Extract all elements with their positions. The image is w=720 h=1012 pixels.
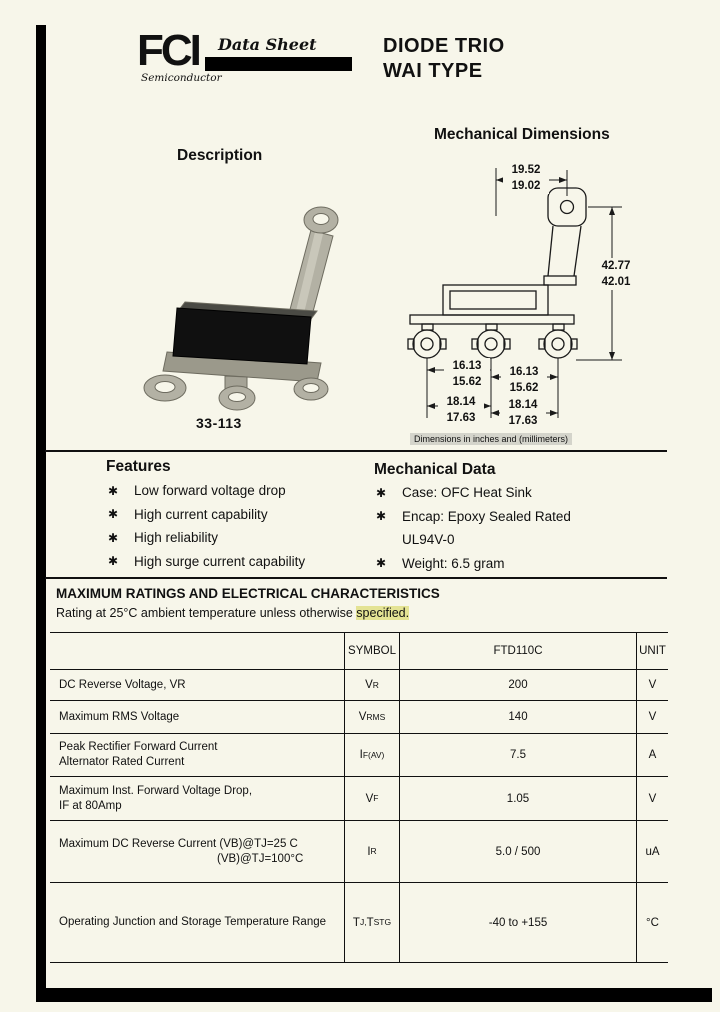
brand-tagline: Semiconductor	[141, 72, 222, 84]
dim-inner-left-max: 16.13	[452, 360, 482, 372]
symbol-base: V	[358, 711, 367, 723]
symbol-sub: F	[373, 793, 379, 804]
dim-right	[592, 258, 640, 290]
features-list	[108, 479, 305, 573]
description-heading: Description	[177, 147, 263, 164]
value-text: 7.5	[510, 749, 526, 761]
feature-text: High surge current capability	[134, 553, 306, 569]
feature-text: High current capability	[134, 506, 268, 522]
feature-item	[108, 479, 305, 503]
mech-data-text: UL94V-0	[402, 532, 455, 548]
value-text: 200	[508, 679, 528, 691]
mech-data-text: Case: OFC Heat Sink	[402, 485, 532, 501]
param-line2: (VB)@TJ=100°C	[217, 852, 304, 865]
value-text: -40 to +155	[488, 916, 548, 929]
asterisk-icon: ✱	[376, 556, 387, 571]
feature-text: High reliability	[134, 530, 219, 546]
symbol-sub: R	[372, 679, 379, 690]
symbol-sub: J,	[359, 917, 367, 928]
unit-cell	[637, 734, 668, 776]
dim-right-max: 42.77	[601, 260, 631, 272]
unit-text: °C	[646, 916, 659, 929]
dim-outer-left-min: 17.63	[446, 412, 476, 424]
product-photo	[125, 190, 380, 430]
dim-inner-right-max: 16.13	[509, 366, 539, 378]
symbol-cell	[345, 883, 400, 962]
dim-inner-left-min: 15.62	[452, 376, 482, 388]
symbol-sub: F(AV)	[362, 749, 385, 760]
mech-data-item	[376, 505, 571, 529]
asterisk-icon: ✱	[108, 483, 119, 498]
dim-inner-right	[501, 364, 547, 396]
value-cell	[400, 734, 637, 776]
dim-outer-left	[438, 394, 484, 426]
mech-data-item	[376, 552, 571, 576]
asterisk-icon: ✱	[108, 530, 119, 545]
param-cell	[50, 670, 345, 700]
dim-top-min: 19.02	[511, 180, 541, 192]
doc-title	[383, 34, 505, 84]
param-line1: Maximum DC Reverse Current (VB)@TJ=25 C	[59, 837, 298, 850]
value-text: 1.05	[506, 792, 530, 805]
dim-outer-left-max: 18.14	[446, 396, 476, 408]
dim-inner-right-min: 15.62	[509, 382, 539, 394]
param-cell	[50, 777, 345, 820]
value-text: 5.0 / 500	[495, 845, 541, 858]
doc-title-line1: DIODE TRIO	[383, 35, 505, 57]
symbol-sub: RMS	[366, 711, 386, 722]
part-header-cell	[400, 633, 637, 669]
unit-cell	[637, 670, 668, 700]
dim-top	[503, 162, 549, 194]
table-row	[50, 670, 668, 701]
mech-data-text: Encap: Epoxy Sealed Rated	[402, 508, 571, 524]
param-cell	[50, 821, 345, 882]
unit-cell	[637, 821, 668, 882]
asterisk-icon: ✱	[108, 507, 119, 522]
mech-data-item	[376, 481, 571, 505]
symbol-base2: T	[366, 916, 374, 929]
ratings-subheading-highlight: specified.	[356, 606, 410, 620]
ratings-heading: MAXIMUM RATINGS AND ELECTRICAL CHARACTERISTICS	[56, 586, 440, 601]
param-line1: Operating Junction and Storage Temperature Range	[59, 916, 327, 928]
feature-item	[108, 503, 305, 527]
asterisk-icon: ✱	[108, 554, 119, 569]
param-line1: Maximum RMS Voltage	[59, 710, 180, 723]
table-row	[50, 701, 668, 734]
dim-top-max: 19.52	[511, 164, 541, 176]
symbol-base: I	[359, 749, 363, 761]
symbol-base: V	[365, 792, 374, 805]
mech-dimensions-heading: Mechanical Dimensions	[434, 126, 610, 143]
table-row	[50, 777, 668, 821]
ratings-subheading	[56, 606, 409, 620]
brand-logo: FCI	[137, 26, 199, 75]
asterisk-icon: ✱	[376, 509, 387, 524]
page-edge-bottom	[36, 988, 712, 1002]
param-line1: DC Reverse Voltage, VR	[59, 678, 186, 691]
param-cell	[50, 701, 345, 733]
unit-cell	[637, 777, 668, 820]
value-cell	[400, 777, 637, 820]
unit-cell	[637, 701, 668, 733]
page-edge-left	[36, 25, 46, 990]
unit-text: uA	[645, 845, 660, 858]
dim-outer-right-min: 17.63	[508, 415, 538, 427]
unit-text: V	[648, 711, 657, 723]
dim-inner-left	[444, 358, 490, 390]
unit-header: UNIT	[639, 645, 666, 657]
doc-title-line2: WAI TYPE	[383, 60, 483, 82]
table-header-row	[50, 633, 668, 670]
value-cell	[400, 883, 637, 962]
value-cell	[400, 701, 637, 733]
symbol-header: SYMBOL	[348, 645, 396, 657]
mech-data-text: Weight: 6.5 gram	[402, 555, 505, 571]
dim-outer-right	[500, 397, 546, 429]
param-cell	[50, 883, 345, 962]
features-heading: Features	[106, 458, 171, 475]
part-outline	[408, 188, 586, 358]
unit-text: V	[648, 792, 657, 805]
symbol-cell	[345, 701, 400, 733]
param-line1: Peak Rectifier Forward Current	[59, 741, 218, 753]
feature-item	[108, 550, 305, 574]
symbol-cell	[345, 821, 400, 882]
mech-data-list	[376, 481, 571, 575]
ratings-subheading-text: Rating at 25°C ambient temperature unless otherwise	[56, 606, 357, 620]
datasheet-label: Data Sheet	[218, 35, 317, 54]
unit-header-cell	[637, 633, 668, 669]
param-line2: Alternator Rated Current	[59, 756, 185, 768]
symbol-base: V	[365, 679, 373, 691]
param-header-cell	[50, 633, 345, 669]
dim-outer-right-max: 18.14	[508, 399, 538, 411]
unit-text: V	[648, 679, 657, 691]
unit-text: A	[648, 749, 657, 761]
divider-mid	[45, 577, 667, 579]
symbol-cell	[345, 670, 400, 700]
dimension-note: Dimensions in inches and (millimeters)	[410, 433, 572, 445]
ratings-table	[50, 632, 668, 963]
feature-item	[108, 526, 305, 550]
mech-data-heading: Mechanical Data	[374, 461, 496, 478]
value-cell	[400, 670, 637, 700]
mech-data-item-continuation	[376, 528, 571, 552]
param-line2: IF at 80Amp	[59, 799, 122, 812]
symbol-header-cell	[345, 633, 400, 669]
unit-cell	[637, 883, 668, 962]
value-cell	[400, 821, 637, 882]
symbol-base: I	[367, 845, 371, 858]
divider-top	[45, 450, 667, 452]
table-row	[50, 734, 668, 777]
dim-right-min: 42.01	[601, 276, 631, 288]
symbol-cell	[345, 777, 400, 820]
table-row	[50, 821, 668, 883]
feature-text: Low forward voltage drop	[134, 483, 286, 499]
part-number: FTD110C	[493, 645, 543, 657]
brand-bar	[205, 57, 352, 71]
asterisk-icon: ✱	[376, 485, 387, 500]
value-text: 140	[508, 711, 528, 723]
symbol-base: T	[352, 916, 360, 929]
part-label: 33-113	[196, 415, 242, 431]
symbol-sub2: STG	[373, 917, 392, 928]
symbol-cell	[345, 734, 400, 776]
symbol-sub: R	[370, 846, 377, 857]
param-cell	[50, 734, 345, 776]
table-row	[50, 883, 668, 963]
param-line1: Maximum Inst. Forward Voltage Drop,	[59, 784, 253, 797]
